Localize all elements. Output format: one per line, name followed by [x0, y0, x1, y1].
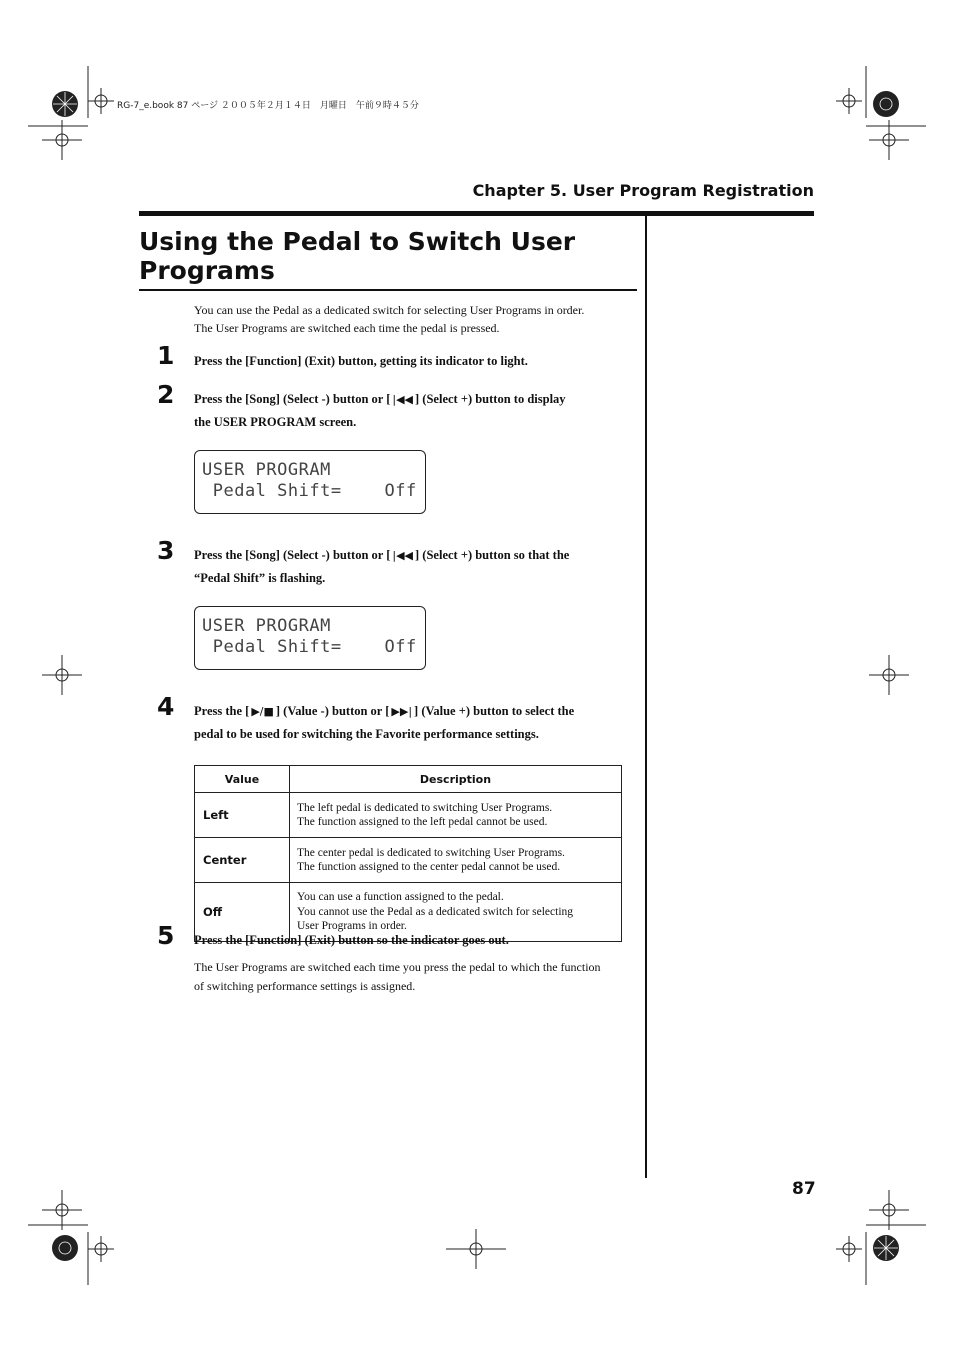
previous-icon: |◀◀	[392, 549, 414, 562]
lcd-screen	[194, 606, 426, 670]
description-cell	[290, 793, 622, 838]
step-text-part: Press the [	[194, 704, 250, 718]
table-row	[195, 793, 622, 838]
file-info: RG-7_e.book 87 ページ ２００５年２月１４日 月曜日 午前９時４５分	[117, 101, 419, 111]
top-rule	[139, 211, 814, 216]
outro-line: of switching performance settings is assigned.	[194, 979, 416, 993]
intro-text	[194, 301, 634, 337]
table-header-row	[195, 766, 622, 793]
next-icon: ▶▶|	[391, 705, 413, 718]
page-number: 87	[792, 1179, 816, 1199]
lcd-screen	[194, 450, 426, 514]
step-text: Press the [Function] (Exit) button, getting its indicator to light.	[194, 354, 528, 368]
step-text	[194, 544, 634, 590]
step-text-part: Press the [Song] (Select -) button or [	[194, 392, 391, 406]
description-line: User Programs in order.	[297, 920, 407, 933]
intro-line: The User Programs are switched each time the pedal is pressed.	[194, 321, 500, 335]
step-text-part: ] (Select +) button to display	[415, 392, 566, 406]
step-number: 2	[157, 380, 175, 409]
lcd-line: USER PROGRAM	[202, 460, 331, 480]
description-line: The function assigned to the left pedal cannot be used.	[297, 816, 548, 828]
value-table	[194, 765, 622, 942]
value-cell: Off	[195, 883, 290, 942]
description-line: The left pedal is dedicated to switching User Programs.	[297, 801, 553, 814]
step-text-part: Press the [Song] (Select -) button or [	[194, 548, 391, 562]
step-number: 1	[157, 341, 175, 370]
outro-text	[194, 958, 634, 996]
value-cell: Left	[195, 793, 290, 838]
step-number: 4	[157, 692, 175, 721]
section-title: Using the Pedal to Switch User Programs	[139, 227, 576, 285]
table-row	[195, 838, 622, 883]
step-text-part: the USER PROGRAM screen.	[194, 415, 357, 429]
lcd-line: USER PROGRAM	[202, 616, 331, 636]
play-stop-icon: ▶/■	[251, 705, 274, 718]
title-rule	[139, 289, 637, 291]
description-line: You can use a function assigned to the pedal.	[297, 891, 504, 904]
lcd-line: Pedal Shift= Off	[202, 481, 417, 501]
step-text-part: ] (Value +) button to select the	[414, 704, 575, 718]
step-text	[194, 388, 634, 434]
step-text-part: ] (Value -) button or [	[275, 704, 390, 718]
step-text-part: pedal to be used for switching the Favorite performance settings.	[194, 727, 539, 741]
value-cell: Center	[195, 838, 290, 883]
step-text-part: “Pedal Shift” is flashing.	[194, 571, 326, 585]
description-line: The function assigned to the center pedal cannot be used.	[297, 861, 561, 873]
previous-icon: |◀◀	[392, 393, 414, 406]
step-number: 3	[157, 536, 175, 565]
lcd-line: Pedal Shift= Off	[202, 637, 417, 657]
step-text	[194, 700, 634, 746]
description-line: The center pedal is dedicated to switching User Programs.	[297, 846, 565, 859]
description-line: You cannot use the Pedal as a dedicated switch for selecting	[297, 905, 574, 918]
outro-line: The User Programs are switched each time you press the pedal to which the function	[194, 960, 601, 974]
column-header: Description	[290, 766, 622, 793]
step-text: Press the [Function] (Exit) button so the indicator goes out.	[194, 933, 509, 947]
step-text-part: ] (Select +) button so that the	[415, 548, 570, 562]
description-cell	[290, 838, 622, 883]
column-header: Value	[195, 766, 290, 793]
intro-line: You can use the Pedal as a dedicated switch for selecting User Programs in order.	[194, 303, 585, 317]
chapter-heading: Chapter 5. User Program Registration	[472, 181, 814, 200]
column-divider	[645, 216, 647, 1178]
step-number: 5	[157, 921, 175, 950]
